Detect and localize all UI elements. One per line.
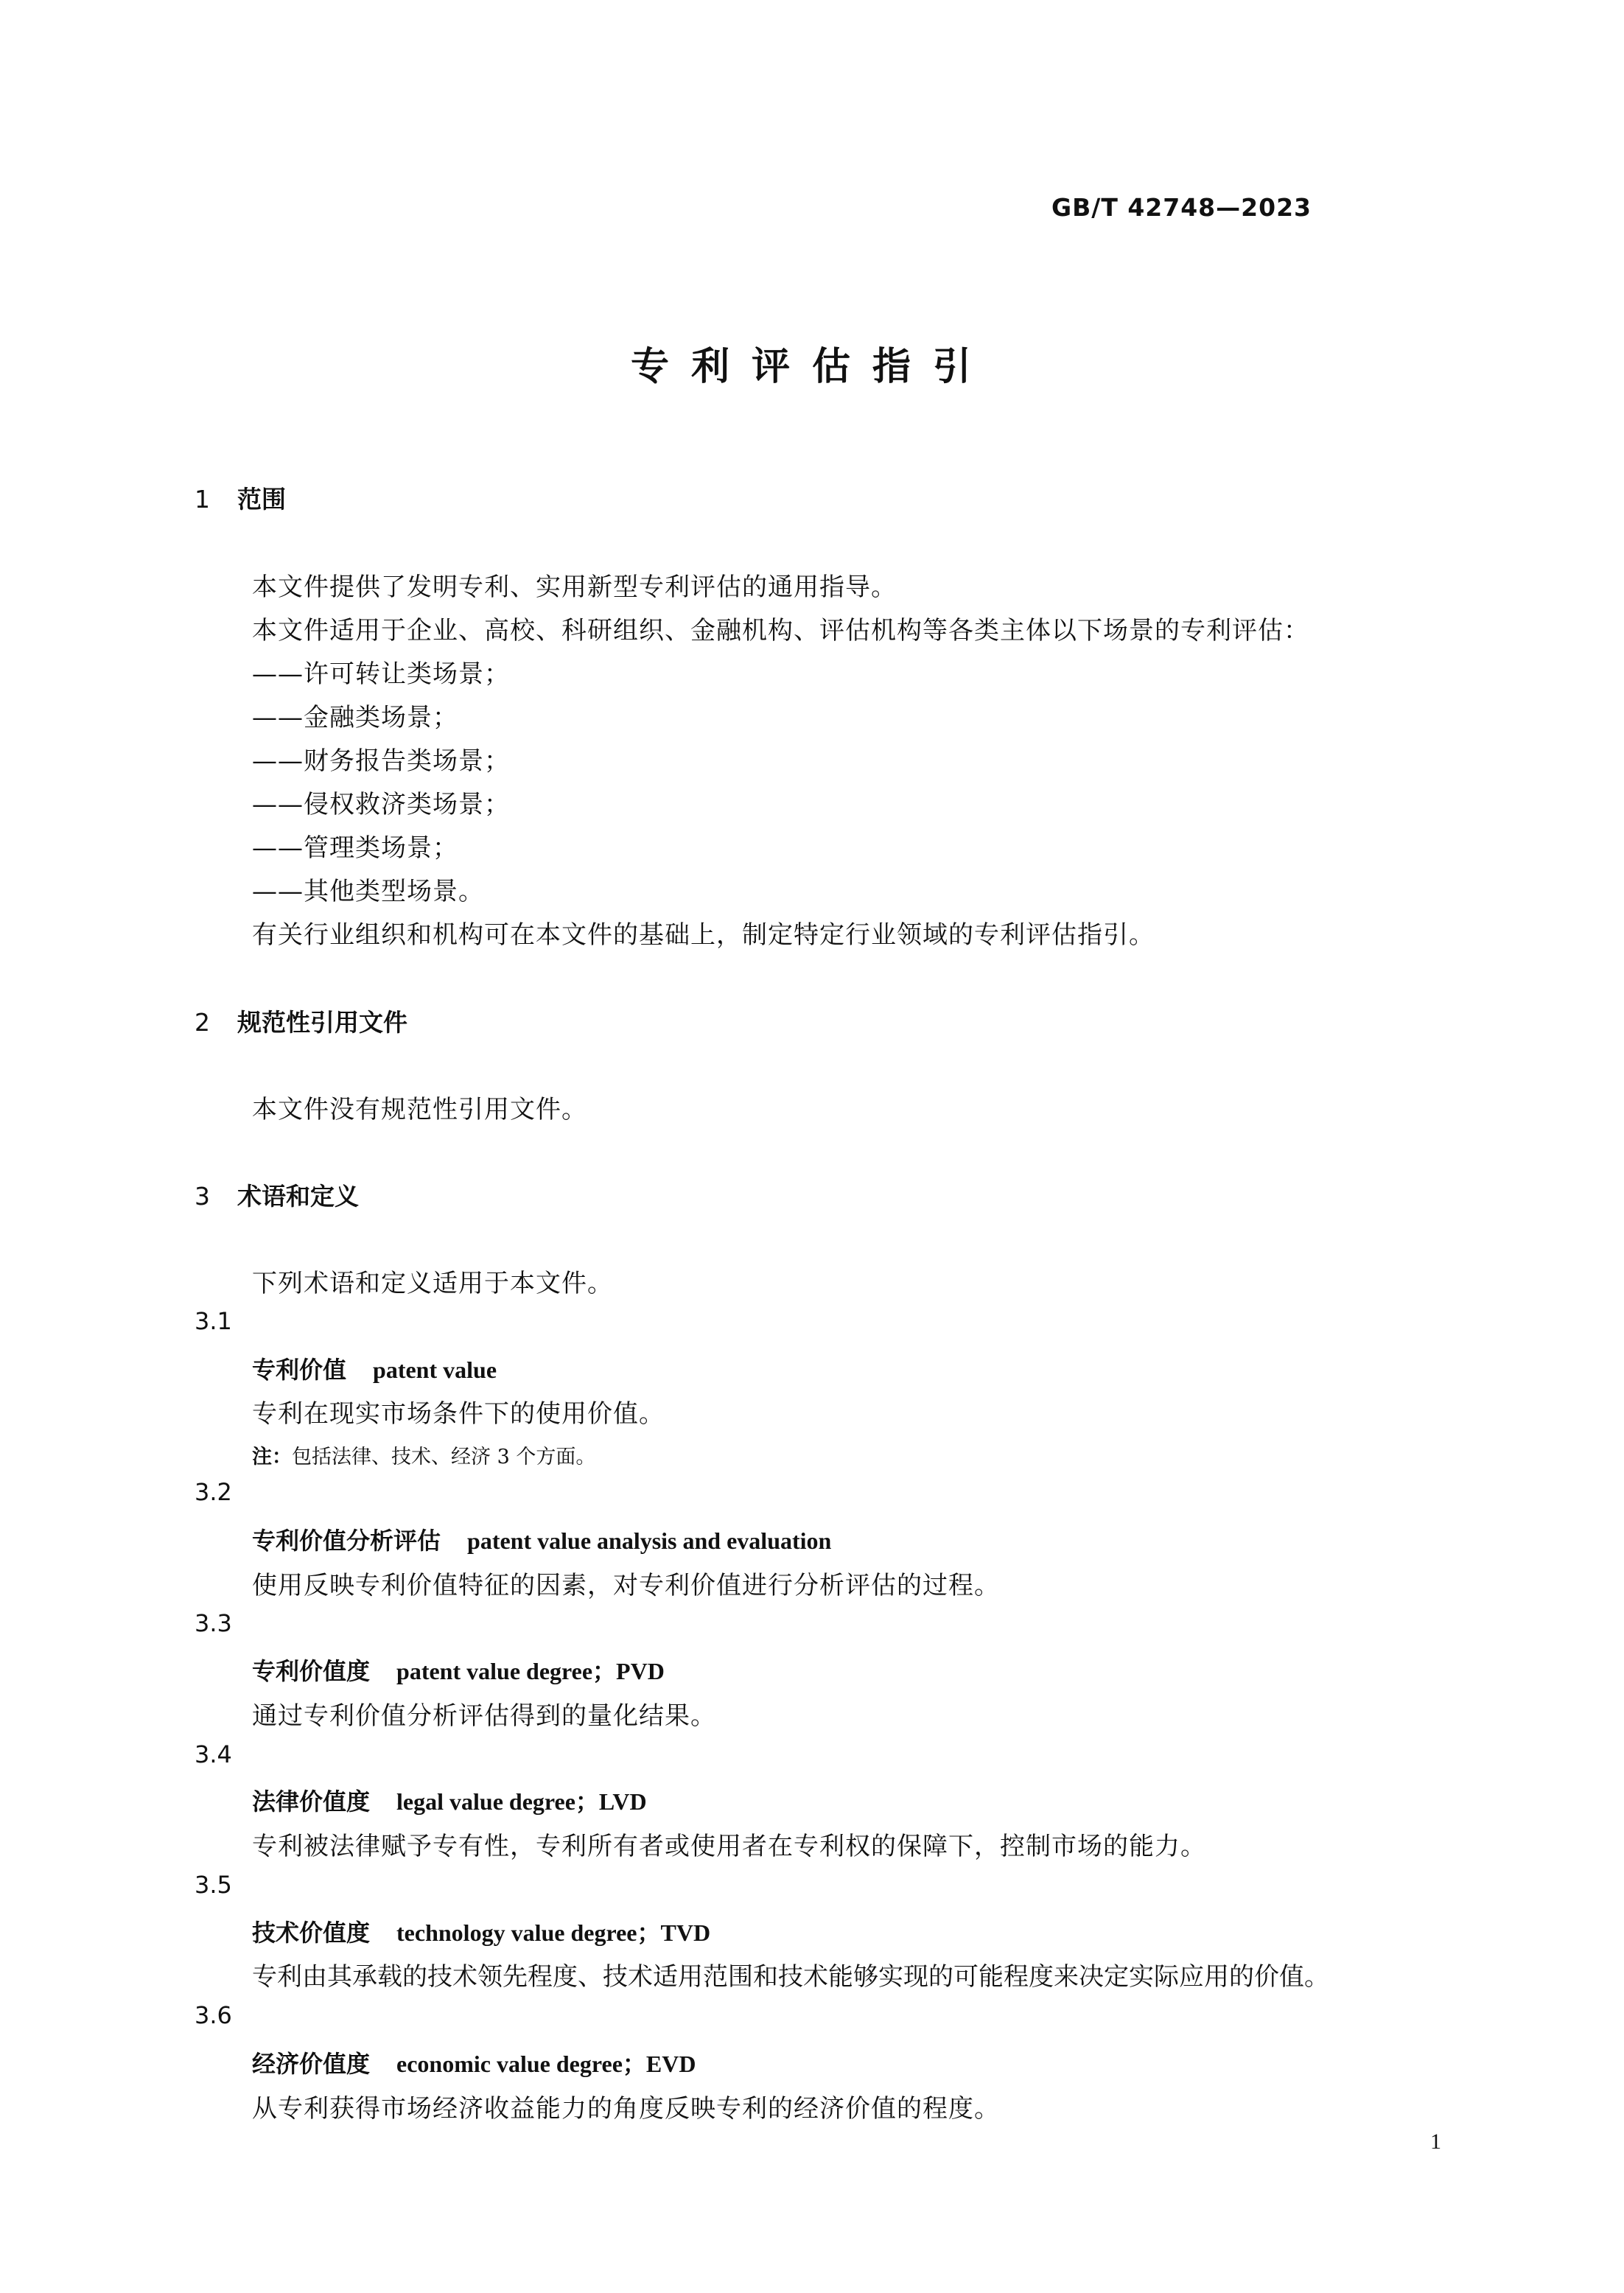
standard-number: GB/T 42748—2023: [1051, 193, 1312, 222]
term-en: legal value degree；LVD: [396, 1788, 647, 1815]
list-item: ——其他类型场景。: [252, 877, 484, 906]
term-zh: 法律价值度: [252, 1788, 371, 1816]
section-title: 术语和定义: [237, 1182, 359, 1211]
term-number: 3.6: [195, 2001, 232, 2029]
section-number: 1: [195, 485, 210, 514]
term-zh: 专利价值分析评估: [252, 1527, 441, 1555]
list-item: ——财务报告类场景；: [252, 746, 510, 776]
term-en: technology value degree；TVD: [396, 1919, 711, 1946]
term-note: [252, 1440, 595, 1469]
term-number: 3.3: [195, 1609, 232, 1637]
list-item: ——许可转让类场景；: [252, 659, 510, 689]
page-number: 1: [1430, 2129, 1441, 2154]
term-heading: [252, 1653, 665, 1687]
term-zh: 经济价值度: [252, 2050, 371, 2078]
term-en: economic value degree；EVD: [396, 2051, 696, 2077]
term-definition: 通过专利价值分析评估得到的量化结果。: [252, 1701, 716, 1731]
term-number: 3.2: [195, 1478, 232, 1506]
list-item: ——管理类场景；: [252, 833, 458, 863]
term-heading: [252, 1914, 710, 1948]
term-definition: 专利在现实市场条件下的使用价值。: [252, 1399, 665, 1429]
term-zh: 专利价值度: [252, 1657, 371, 1685]
term-definition: 专利由其承载的技术领先程度、技术适用范围和技术能够实现的可能程度来决定实际应用的价值。: [252, 1962, 1329, 1992]
term-heading: [252, 2045, 696, 2079]
section-number: 2: [195, 1008, 210, 1037]
document-title: 专利评估指引: [630, 345, 993, 389]
list-item: ——金融类场景；: [252, 703, 458, 732]
term-definition: 专利被法律赋予专有性，专利所有者或使用者在专利权的保障下，控制市场的能力。: [252, 1832, 1206, 1861]
term-definition: 从专利获得市场经济收益能力的角度反映专利的经济价值的程度。: [252, 2094, 1000, 2124]
note-label: 注：: [252, 1446, 292, 1468]
section-1-heading: [195, 480, 286, 515]
term-number: 3.4: [195, 1740, 232, 1768]
section-3-heading: [195, 1177, 359, 1212]
term-en: patent value analysis and evaluation: [467, 1527, 832, 1554]
term-en: patent value degree；PVD: [396, 1658, 665, 1684]
term-zh: 专利价值: [252, 1356, 347, 1384]
normative-paragraph: 本文件没有规范性引用文件。: [252, 1095, 587, 1124]
list-item: ——侵权救济类场景；: [252, 790, 510, 819]
scope-paragraph-2: 本文件适用于企业、高校、科研组织、金融机构、评估机构等各类主体以下场景的专利评估：: [252, 616, 1309, 645]
section-title: 规范性引用文件: [237, 1008, 407, 1037]
term-en: patent value: [373, 1356, 497, 1383]
section-number: 3: [195, 1182, 210, 1211]
term-heading: [252, 1522, 831, 1556]
term-heading: [252, 1783, 647, 1817]
scope-paragraph-1: 本文件提供了发明专利、实用新型专利评估的通用指导。: [252, 573, 897, 602]
scope-paragraph-3: 有关行业组织和机构可在本文件的基础上，制定特定行业领域的专利评估指引。: [252, 920, 1155, 950]
term-zh: 技术价值度: [252, 1919, 371, 1947]
note-text: 包括法律、技术、经济 3 个方面。: [292, 1446, 596, 1468]
term-number: 3.1: [195, 1307, 232, 1335]
terms-intro: 下列术语和定义适用于本文件。: [252, 1269, 613, 1298]
section-title: 范围: [237, 485, 286, 514]
term-heading: [252, 1351, 497, 1385]
term-definition: 使用反映专利价值特征的因素，对专利价值进行分析评估的过程。: [252, 1571, 1000, 1600]
term-number: 3.5: [195, 1871, 232, 1899]
section-2-heading: [195, 1004, 407, 1038]
